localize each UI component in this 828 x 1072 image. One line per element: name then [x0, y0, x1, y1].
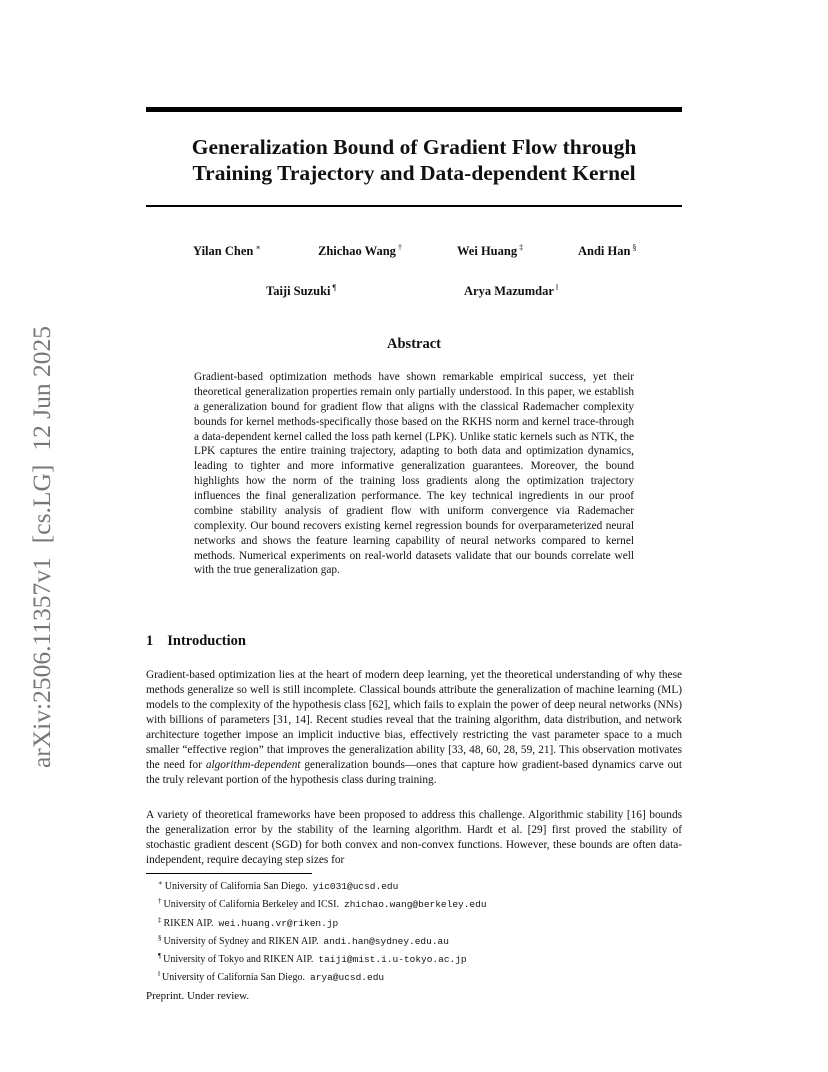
footnote [158, 931, 487, 949]
footnote-affiliation: University of California San Diego. [161, 972, 305, 984]
author-3 [457, 243, 523, 259]
footnote-affiliation: University of Sydney and RIKEN AIP. [163, 935, 319, 947]
intro-p1-emphasis: algorithm-dependent [205, 758, 301, 771]
author-6 [464, 283, 558, 299]
intro-p1-text-b: generalization bounds—ones that capture how gradient-based dynamics carve out the truly relevant portion of the hypothesis class during training. [146, 758, 683, 786]
author-1 [193, 243, 261, 259]
footnote-affiliation: University of California San Diego. [164, 881, 308, 892]
author-mark: ‡ [519, 243, 524, 252]
author-name: Yilan Chen [193, 244, 254, 258]
author-mark: ∗ [255, 243, 261, 252]
footnote [158, 876, 487, 894]
section-number: 1 [146, 633, 154, 649]
footnote-email: yic031@ucsd.edu [312, 881, 399, 892]
author-name: Wei Huang [457, 244, 518, 258]
footnote-mark: § [158, 933, 162, 942]
author-name: Andi Han [578, 244, 631, 258]
author-name: Taiji Suzuki [266, 284, 331, 298]
intro-p1-text-a: Gradient-based optimization lies at the heart of modern deep learning, yet the theoretical understanding of why these methods generalize so well is still incomplete. Classical bounds attribute the generalization of machine learning (ML) models to the complexity of the hypothesis class [62], which fails to explain the power of deep neural networks (NNs) with billions of parameters [31, 14]. Recent studies reveal that the training algorithm, data distribution, and network architecture together impose an implicit inductive bias, effectively restricting the vast parameter space to a much smaller “effective region” that improves the generalization ability [33, 48, 60, 28, 59, 21]. This observation motivates the need for [146, 669, 682, 771]
arxiv-id: arXiv:2506.11357v1 [27, 557, 56, 769]
footnote [158, 894, 487, 912]
footnote-affiliation: University of California Berkeley and ICSI. [163, 899, 340, 911]
author-mark: § [632, 243, 637, 252]
footnote-mark: † [158, 897, 162, 906]
title-bottom-rule [146, 205, 682, 207]
title-top-rule [146, 107, 682, 112]
paper-title [146, 134, 682, 186]
footnotes [158, 876, 487, 986]
author-5 [266, 283, 336, 299]
section-heading-introduction [146, 633, 246, 650]
footnote-email: arya@ucsd.edu [310, 972, 385, 984]
footnote [158, 913, 487, 931]
arxiv-sidebar-stamp [27, 312, 57, 768]
footnote-mark: ¶ [158, 952, 162, 961]
footnote-email: zhichao.wang@berkeley.edu [344, 899, 487, 911]
footnote-email: andi.han@sydney.edu.au [323, 935, 449, 947]
footnote-mark: ‡ [158, 915, 162, 924]
footnote-affiliation: RIKEN AIP. [163, 917, 214, 929]
abstract-heading: Abstract [387, 336, 441, 352]
footnote-email: taiji@mist.i.u-tokyo.ac.jp [318, 954, 467, 966]
author-name: Arya Mazumdar [464, 284, 554, 298]
intro-paragraph-1 [146, 668, 682, 788]
title-line-2: Training Trajectory and Data-dependent Kernel [192, 161, 636, 185]
author-2 [318, 243, 402, 259]
author-mark: † [397, 243, 402, 252]
author-mark: ¶ [332, 283, 337, 292]
footnote-affiliation: University of Tokyo and RIKEN AIP. [163, 954, 314, 966]
arxiv-category: [cs.LG] [27, 464, 56, 544]
preprint-note: Preprint. Under review. [146, 990, 250, 1002]
footnote-mark: ‖ [158, 970, 160, 979]
abstract-body: Gradient-based optimization methods have shown remarkable empirical success, yet their theoretical generalization properties remain only partially understood. In this paper, we establish a generalization bound for gradient flow that aligns with the classical Rademacher complexity bounds for kernel methods-specifically those based on the RKHS norm and kernel trace-through a data-dependent kernel called the loss path kernel (LPK). Unlike static kernels such as NTK, the LPK captures the entire training trajectory, adapting to both data and optimization dynamics, leading to tighter and more informative generalization guarantees. Moreover, the bound highlights how the norm of the training loss gradients along the optimization trajectory influences the final generalization performance. The key technical ingredients in our proof combine stability analysis of gradient flow with uniform convergence via Rademacher complexity. Our bound recovers existing kernel regression bounds for overparameterized neural networks and shows the feature learning capability of neural networks compared to kernel methods. Numerical experiments on real-world datasets validate that our bounds correlate well with the true generalization gap. [194, 371, 634, 577]
footnote-email: wei.huang.vr@riken.jp [218, 917, 339, 929]
footnote-rule [146, 873, 312, 874]
author-name: Zhichao Wang [318, 244, 396, 258]
section-title: Introduction [167, 633, 246, 649]
title-line-1: Generalization Bound of Gradient Flow through [191, 135, 637, 159]
author-mark: ‖ [555, 283, 559, 292]
footnote [158, 967, 487, 985]
intro-paragraph-2: A variety of theoretical frameworks have been proposed to address this challenge. Algorithmic stability [16] bounds the generalization error by the stability of the learning algorithm. Hardt et al. [29] first proved the stability of stochastic gradient descent (SGD) for both convex and non-convex functions. However, these bounds are often data-independent, require decaying step sizes for [146, 809, 682, 866]
arxiv-date: 12 Jun 2025 [27, 325, 56, 451]
author-4 [578, 243, 636, 259]
footnote [158, 949, 487, 967]
footnote-mark: ∗ [158, 879, 163, 887]
